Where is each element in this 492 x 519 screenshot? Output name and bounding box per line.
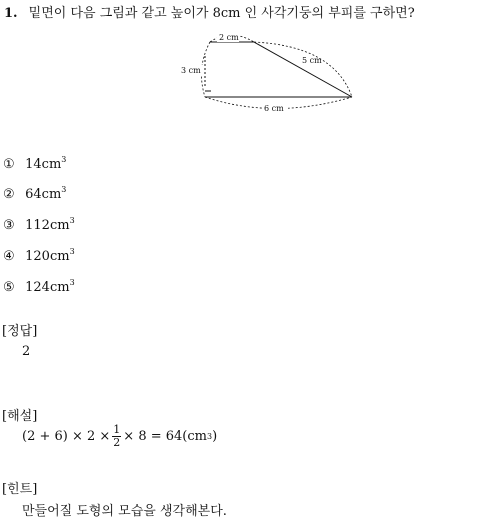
choice-mark: ③ (3, 218, 15, 233)
diag-label: 5 cm (302, 56, 322, 65)
explanation-heading: [해설] (2, 409, 38, 424)
choice-mark: ④ (3, 249, 15, 264)
trapezoid-figure (174, 28, 360, 114)
choice-superscript: 3 (61, 155, 67, 164)
bottom-label: 6 cm (264, 104, 284, 113)
formula-rhs: × 8 = 64(cm (123, 429, 207, 444)
hint-text: 만들어질 도형의 모습을 생각해본다. (22, 504, 227, 519)
choice-value: 14cm (25, 157, 62, 172)
question-line (4, 2, 415, 21)
choice-5[interactable] (3, 280, 75, 295)
slant-edge (254, 42, 352, 97)
fraction (112, 424, 121, 449)
choice-value: 124cm (25, 280, 70, 295)
choice-1[interactable] (3, 157, 66, 172)
choice-value: 112cm (25, 218, 70, 233)
choice-mark: ② (3, 187, 15, 202)
choice-4[interactable] (3, 249, 75, 264)
question-number: 1. (4, 6, 18, 21)
choice-3[interactable] (3, 218, 75, 233)
hint-heading: [힌트] (2, 482, 38, 497)
answer-value: 2 (22, 344, 31, 359)
choice-value: 64cm (25, 187, 62, 202)
choice-superscript: 3 (69, 278, 75, 287)
left-label: 3 cm (181, 66, 201, 75)
formula-lhs: (2 + 6) × 2 × (22, 429, 111, 444)
explanation-formula: (2 + 6) × 2 × $\frac{1}{2}$ × 8 = 64(cm 3 ) (22, 423, 218, 449)
answer-heading: [정답] (2, 324, 38, 339)
choice-superscript: 3 (61, 185, 67, 194)
choice-2[interactable] (3, 187, 66, 202)
choice-mark: ① (3, 157, 15, 172)
choice-mark: ⑤ (3, 280, 15, 295)
choice-superscript: 3 (69, 216, 75, 225)
choice-superscript: 3 (69, 247, 75, 256)
choice-value: 120cm (25, 249, 70, 264)
fraction-numerator: 1 (113, 423, 121, 436)
formula-close: ) (212, 429, 218, 444)
question-text: 밑면이 다음 그림과 같고 높이가 8cm 인 사각기둥의 부피를 구하면? (28, 6, 415, 21)
top-label: 2 cm (219, 33, 239, 42)
fraction-denominator: 2 (113, 436, 121, 449)
